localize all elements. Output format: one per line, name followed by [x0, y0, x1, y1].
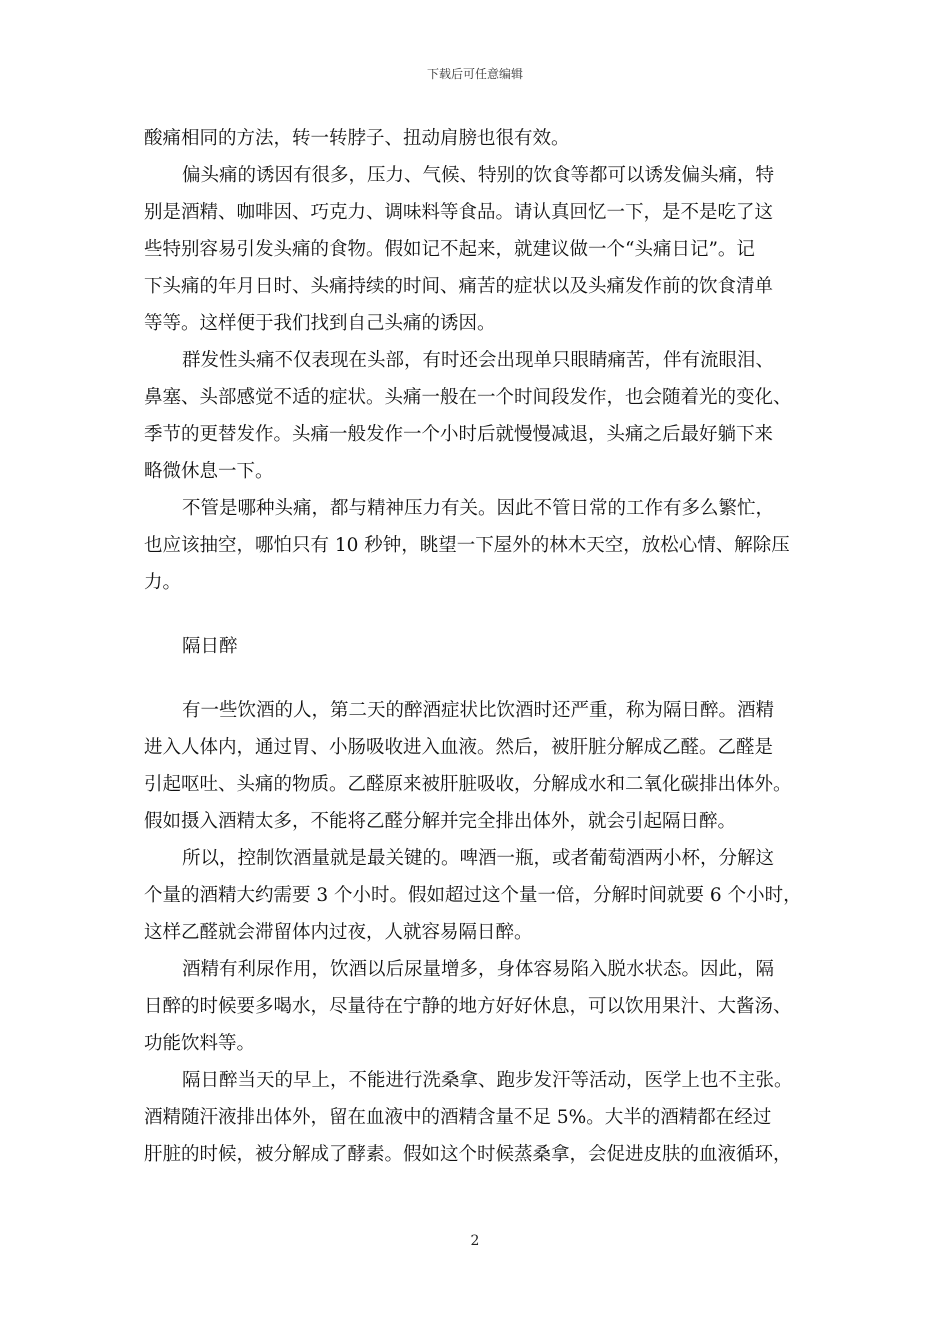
- page-number: 2: [470, 1233, 480, 1249]
- section-heading: 隔日醉: [182, 636, 238, 657]
- text-line: 肝脏的时候，被分解成了酵素。假如这个时候蒸桑拿，会促进皮肤的血液循环，: [144, 1144, 792, 1165]
- text-line: 力。: [144, 572, 182, 593]
- text-line: 些特别容易引发头痛的食物。假如记不起来，就建议做一个“头痛日记”。记: [144, 239, 755, 260]
- text-line: 也应该抽空，哪怕只有 10 秒钟，眺望一下屋外的林木天空，放松心情、解除压: [144, 535, 790, 556]
- text-line: 季节的更替发作。头痛一般发作一个小时后就慢慢减退，头痛之后最好躺下来: [144, 424, 774, 445]
- text-line: 略微休息一下。: [144, 461, 274, 482]
- page-header: 下载后可任意编辑: [426, 67, 523, 81]
- text-line: 假如摄入酒精太多，不能将乙醛分解并完全排出体外，就会引起隔日醉。: [144, 811, 737, 832]
- paragraph-start: 所以，控制饮酒量就是最关键的。啤酒一瓶，或者葡萄酒两小杯，分解这: [182, 848, 775, 869]
- paragraph-start: 有一些饮酒的人，第二天的醉酒症状比饮酒时还严重，称为隔日醉。酒精: [182, 700, 775, 721]
- text-line: 酒精随汗液排出体外，留在血液中的酒精含量不足 5%。大半的酒精都在经过: [144, 1107, 772, 1128]
- text-line: 下头痛的年月日时、头痛持续的时间、痛苦的症状以及头痛发作前的饮食清单: [144, 276, 774, 297]
- document-body: [144, 120, 814, 1173]
- blank-gap: [144, 601, 814, 628]
- paragraph-start: 酒精有利尿作用，饮酒以后尿量增多，身体容易陷入脱水状态。因此，隔: [182, 959, 775, 980]
- text-line: 进入人体内，通过胃、小肠吸收进入血液。然后，被肝脏分解成乙醛。乙醛是: [144, 737, 774, 758]
- text-line: 鼻塞、头部感觉不适的症状。头痛一般在一个时间段发作，也会随着光的变化、: [144, 387, 792, 408]
- text-line: 等等。这样便于我们找到自己头痛的诱因。: [144, 313, 496, 334]
- text-line: 这样乙醛就会滞留体内过夜，人就容易隔日醉。: [144, 922, 533, 943]
- paragraph-start: 偏头痛的诱因有很多，压力、气候、特别的饮食等都可以诱发偏头痛，特: [182, 165, 775, 186]
- paragraph-start: 隔日醉当天的早上，不能进行洗桑拿、跑步发汗等活动，医学上也不主张。: [182, 1070, 793, 1091]
- paragraph-start: 不管是哪种头痛，都与精神压力有关。因此不管日常的工作有多么繁忙，: [182, 498, 775, 519]
- text-line: 功能饮料等。: [144, 1033, 256, 1054]
- text-line: 引起呕吐、头痛的物质。乙醛原来被肝脏吸收，分解成水和二氧化碳排出体外。: [144, 774, 792, 795]
- text-line: 个量的酒精大约需要 3 个小时。假如超过这个量一倍，分解时间就要 6 个小时，: [144, 885, 802, 906]
- text-line: 日醉的时候要多喝水，尽量待在宁静的地方好好休息，可以饮用果汁、大酱汤、: [144, 996, 792, 1017]
- paragraph-start: 群发性头痛不仅表现在头部，有时还会出现单只眼睛痛苦，伴有流眼泪、: [182, 350, 775, 371]
- text-line: 别是酒精、咖啡因、巧克力、调味料等食品。请认真回忆一下，是不是吃了这: [144, 202, 774, 223]
- blank-gap: [144, 665, 814, 692]
- text-line: 酸痛相同的方法，转一转脖子、扭动肩膀也很有效。: [144, 128, 570, 149]
